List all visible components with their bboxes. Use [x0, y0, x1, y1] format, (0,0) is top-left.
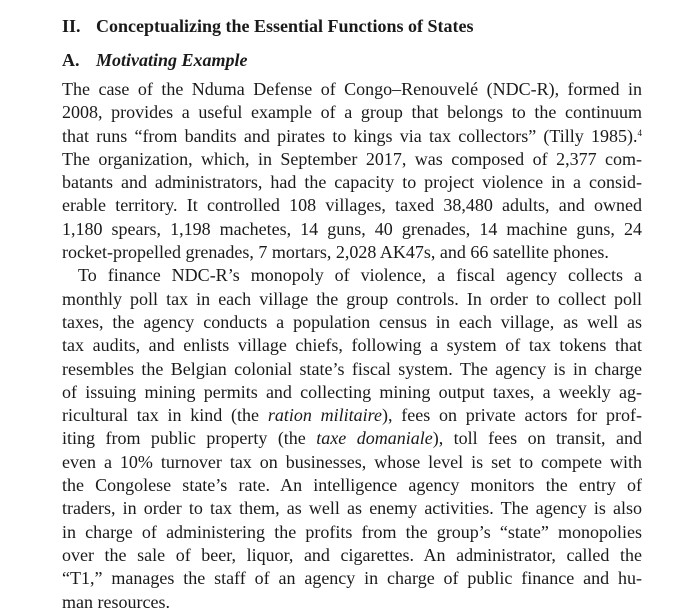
- italic-term: taxe domaniale: [316, 428, 433, 449]
- text-line: traders, in order to tax them, as well as enemy activities. The agency is also: [62, 498, 642, 519]
- text-line: of issuing mining permits and collecting mining output taxes, a weekly ag-: [62, 381, 642, 402]
- section-heading: [62, 14, 642, 38]
- text-span: ), fees on private actors for prof-: [381, 405, 642, 426]
- text-line: taxes, the agency conducts a population census in each village, as well as: [62, 311, 642, 332]
- italic-term: ration militaire: [267, 405, 382, 426]
- paragraph-1: [62, 78, 642, 264]
- section-number: II.: [62, 16, 81, 36]
- subsection-heading: [62, 48, 642, 72]
- text-line: man resources.: [62, 591, 170, 612]
- section-title: Conceptualizing the Essential Functions of States: [96, 16, 474, 36]
- text-line: The organization, which, in September 2017, was composed of 2,377 com-: [62, 148, 642, 169]
- text-span: ), toll fees on transit, and: [432, 428, 642, 449]
- subsection-title: Motivating Example: [96, 50, 248, 70]
- text-span: iting from public property (the: [62, 428, 317, 449]
- text-line: the Congolese state’s rate. An intelligence agency monitors the entry of: [62, 475, 642, 496]
- paragraph-2: [62, 264, 642, 613]
- text-line: even a 10% turnover tax on businesses, whose level is set to compete with: [62, 451, 642, 472]
- text-line: The case of the Nduma Defense of Congo–Renouvelé (NDC-R), formed in: [62, 79, 642, 99]
- text-line: [62, 404, 642, 427]
- text-line: batants and administrators, had the capacity to project violence in a consid-: [62, 172, 642, 193]
- text-line: monthly poll tax in each village the group controls. In order to collect poll: [62, 288, 642, 309]
- text-span: that runs “from bandits and pirates to kings via tax collectors” (Tilly 1985).: [62, 125, 638, 146]
- text-line: To finance NDC-R’s monopoly of violence, a fiscal agency collects a: [78, 265, 642, 286]
- text-line: [62, 427, 642, 450]
- text-line: [62, 125, 642, 148]
- text-line: in charge of administering the profits from the group’s “state” monopolies: [62, 521, 642, 542]
- text-span: ricultural tax in kind (the: [62, 405, 268, 426]
- text-line: 2008, provides a useful example of a group that belongs to the continuum: [62, 102, 642, 123]
- footnote-ref[interactable]: 4: [637, 127, 642, 138]
- text-line: erable territory. It controlled 108 villages, taxed 38,480 adults, and owned: [62, 195, 642, 216]
- text-line: resembles the Belgian colonial state’s fiscal system. The agency is in charge: [62, 358, 642, 379]
- text-line: rocket-propelled grenades, 7 mortars, 2,028 AK47s, and 66 satellite phones.: [62, 242, 609, 263]
- text-line: over the sale of beer, liquor, and cigarettes. An administrator, called the: [62, 544, 642, 565]
- subsection-letter: A.: [62, 50, 80, 70]
- page: [62, 14, 642, 614]
- text-line: tax audits, and enlists village chiefs, following a system of tax tokens that: [62, 335, 642, 356]
- text-line: “T1,” manages the staff of an agency in charge of public finance and hu-: [62, 568, 642, 589]
- text-line: 1,180 spears, 1,198 machetes, 14 guns, 40 grenades, 14 machine guns, 24: [62, 218, 642, 239]
